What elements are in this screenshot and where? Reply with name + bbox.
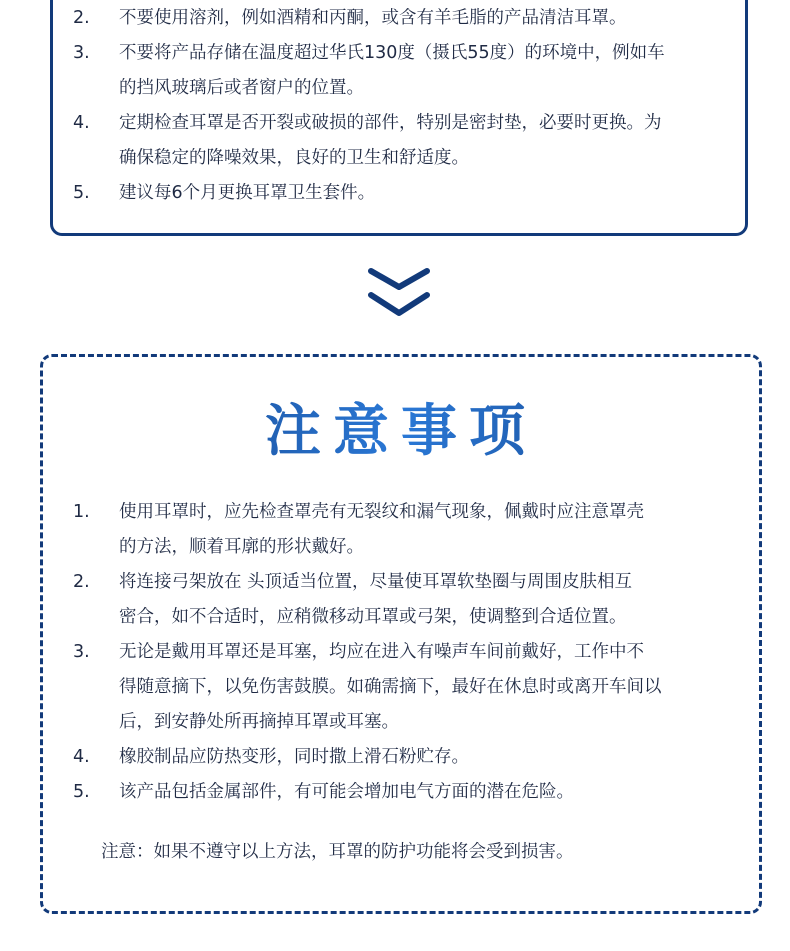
double-chevron-down-icon [367, 265, 431, 321]
item-text-line: 建议每6个月更换耳罩卫生套件。 [119, 183, 376, 203]
item-number: 5. [73, 183, 90, 203]
list-item [73, 106, 665, 176]
item-text-line: 使用耳罩时，应先检查罩壳有无裂纹和漏气现象，佩戴时应注意罩壳 [119, 502, 644, 522]
care-list [73, 1, 665, 211]
item-number: 4. [73, 747, 90, 767]
notice-card [40, 354, 762, 914]
item-text-line: 确保稳定的降噪效果，良好的卫生和舒适度。 [119, 148, 469, 168]
item-number: 5. [73, 782, 90, 802]
item-text-line: 不要使用溶剂，例如酒精和丙酮，或含有羊毛脂的产品清洁耳罩。 [119, 8, 627, 28]
list-item [73, 565, 662, 635]
notice-warning: 注意：如果不遵守以上方法，耳罩的防护功能将会受到损害。 [101, 842, 574, 862]
item-number: 3. [73, 43, 90, 63]
care-card [50, 0, 748, 236]
item-text-line: 不要将产品存储在温度超过华氏130度（摄氏55度）的环境中，例如车 [119, 43, 665, 63]
item-text-line: 该产品包括金属部件，有可能会增加电气方面的潜在危险。 [119, 782, 574, 802]
item-text-line: 后，到安静处所再摘掉耳罩或耳塞。 [119, 712, 399, 732]
list-item [73, 1, 665, 36]
item-number: 2. [73, 572, 90, 592]
item-number: 1. [73, 502, 90, 522]
list-item [73, 36, 665, 106]
notice-list [73, 495, 662, 810]
item-text-line: 将连接弓架放在 头顶适当位置，尽量使耳罩软垫圈与周围皮肤相互 [119, 572, 633, 592]
item-text-line: 密合，如不合适时，应稍微移动耳罩或弓架，使调整到合适位置。 [119, 607, 627, 627]
item-text-line: 橡胶制品应防热变形，同时撒上滑石粉贮存。 [119, 747, 469, 767]
item-text-line: 的挡风玻璃后或者窗户的位置。 [119, 78, 364, 98]
list-item [73, 775, 662, 810]
item-number: 4. [73, 113, 90, 133]
item-text-line: 的方法，顺着耳廓的形状戴好。 [119, 537, 364, 557]
item-text-line: 定期检查耳罩是否开裂或破损的部件，特别是密封垫，必要时更换。为 [119, 113, 662, 133]
notice-title: 注意事项 [43, 397, 759, 467]
list-item [73, 635, 662, 740]
item-text-line: 得随意摘下，以免伤害鼓膜。如确需摘下，最好在休息时或离开车间以 [119, 677, 662, 697]
item-number: 2. [73, 8, 90, 28]
item-number: 3. [73, 642, 90, 662]
item-text-line: 无论是戴用耳罩还是耳塞，均应在进入有噪声车间前戴好，工作中不 [119, 642, 644, 662]
list-item [73, 176, 665, 211]
list-item [73, 495, 662, 565]
list-item [73, 740, 662, 775]
